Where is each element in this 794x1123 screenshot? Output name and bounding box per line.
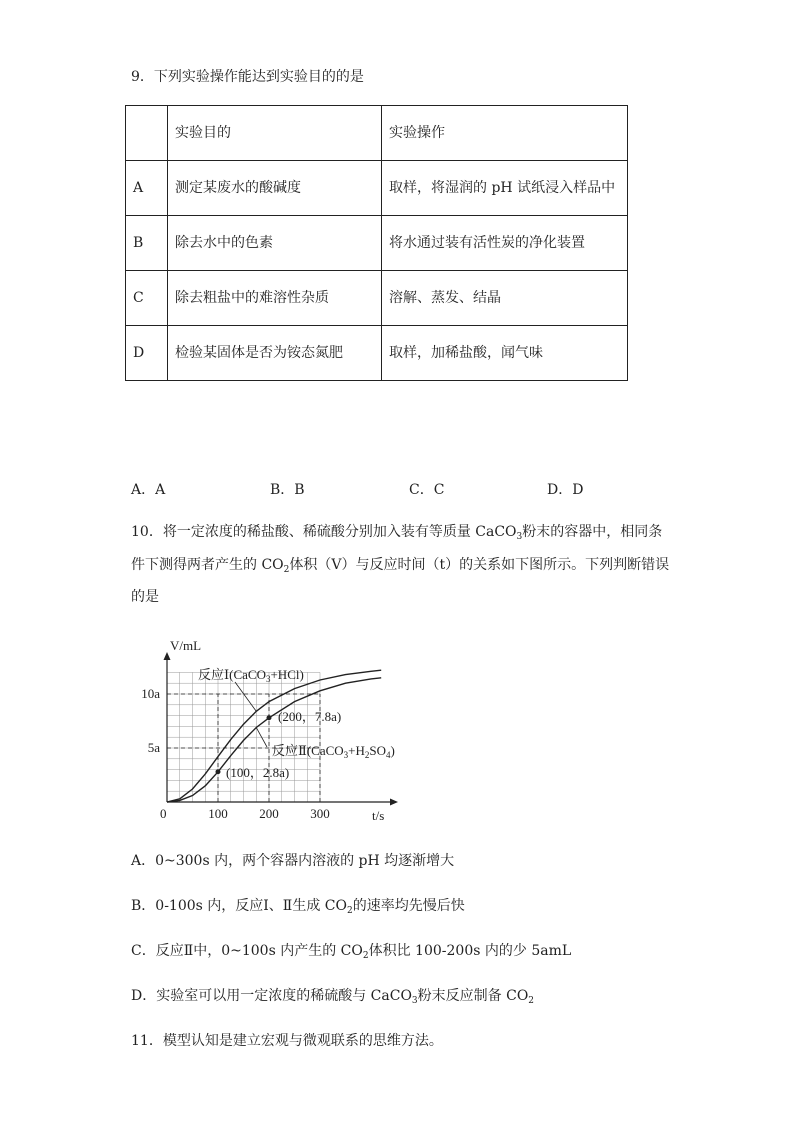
q9-choice-c[interactable]: C．C	[409, 482, 445, 498]
origin-label: 0	[160, 806, 167, 821]
table-header-cell: 实验目的	[168, 106, 382, 161]
row-label: D	[126, 326, 168, 381]
series-label-reaction-1: 反应Ⅰ(CaCO$_3$+HCl)	[198, 667, 304, 684]
row-purpose: 除去水中的色素	[168, 216, 382, 271]
row-label: A	[126, 161, 168, 216]
y-tick-label: 5a	[147, 740, 160, 755]
row-operation: 取样，将湿润的 pH 试纸浸入样品中	[382, 161, 628, 216]
data-point	[216, 769, 221, 774]
q9-choice-a[interactable]: A．A	[131, 482, 166, 498]
row-label: B	[126, 216, 168, 271]
q9-options-table	[125, 105, 628, 381]
series-line-reaction-1	[167, 670, 381, 802]
row-purpose: 测定某废水的酸碱度	[168, 161, 382, 216]
q10-option-c[interactable]: C．反应Ⅱ中，0~100s 内产生的 $CO_2$体积比 100-200s 内的少 5amL	[131, 943, 572, 961]
q10-stem-line2: 件下测得两者产生的 $CO_2$体积（V）与反应时间（t）的关系如下图所示。下列判断错误	[131, 557, 670, 575]
point-label: (200，7.8a)	[278, 708, 342, 724]
y-axis-arrow	[164, 652, 171, 660]
x-axis-arrow	[390, 799, 398, 806]
x-tick-label: 300	[310, 806, 330, 821]
y-tick-label: 10a	[141, 686, 160, 701]
q9-choice-b[interactable]: B．B	[270, 482, 305, 498]
row-label: C	[126, 271, 168, 326]
q10-option-b[interactable]: B．0-100s 内，反应Ⅰ、Ⅱ生成 $CO_2$的速率均先慢后快	[131, 898, 465, 916]
x-tick-label: 200	[259, 806, 279, 821]
q9-choice-d[interactable]: D．D	[547, 482, 584, 498]
row-purpose: 检验某固体是否为铵态氮肥	[168, 326, 382, 381]
series-line-reaction-2	[167, 678, 381, 802]
chart-grid	[167, 672, 320, 802]
q9-stem: 9．下列实验操作能达到实验目的的是	[131, 69, 364, 85]
leader-line-reaction-1	[235, 682, 256, 711]
table-row	[126, 271, 628, 326]
table-row	[126, 216, 628, 271]
q10-stem-line1: 10．将一定浓度的稀盐酸、稀硫酸分别加入装有等质量 CaCO$_3$粉末的容器中，相同条	[131, 524, 663, 542]
q10-stem-line3: 的是	[131, 589, 159, 605]
co2-volume-chart	[141, 630, 420, 830]
row-operation: 将水通过装有活性炭的净化装置	[382, 216, 628, 271]
table-row	[126, 326, 628, 381]
data-point	[267, 715, 272, 720]
table-row	[126, 161, 628, 216]
row-purpose: 除去粗盐中的难溶性杂质	[168, 271, 382, 326]
table-header-row	[126, 106, 628, 161]
table-header-cell: 实验操作	[382, 106, 628, 161]
table-header-cell	[126, 106, 168, 161]
x-tick-label: 100	[208, 806, 228, 821]
row-operation: 取样，加稀盐酸，闻气味	[382, 326, 628, 381]
q10-option-a[interactable]: A．0~300s 内，两个容器内溶液的 pH 均逐渐增大	[131, 853, 455, 869]
x-axis-label: t/s	[372, 808, 385, 823]
q10-option-d[interactable]: D．实验室可以用一定浓度的稀硫酸与 CaCO$_3$粉末反应制备 $CO_2$	[131, 988, 535, 1006]
q11-stem: 11．模型认知是建立宏观与微观联系的思维方法。	[131, 1033, 443, 1049]
row-operation: 溶解、蒸发、结晶	[382, 271, 628, 326]
series-label-reaction-2: 反应$Ⅱ(CaCO_3+H_2SO_4)$	[272, 743, 395, 760]
y-axis-label: V/mL	[170, 638, 202, 653]
point-label: (100，2.8a)	[226, 764, 290, 780]
